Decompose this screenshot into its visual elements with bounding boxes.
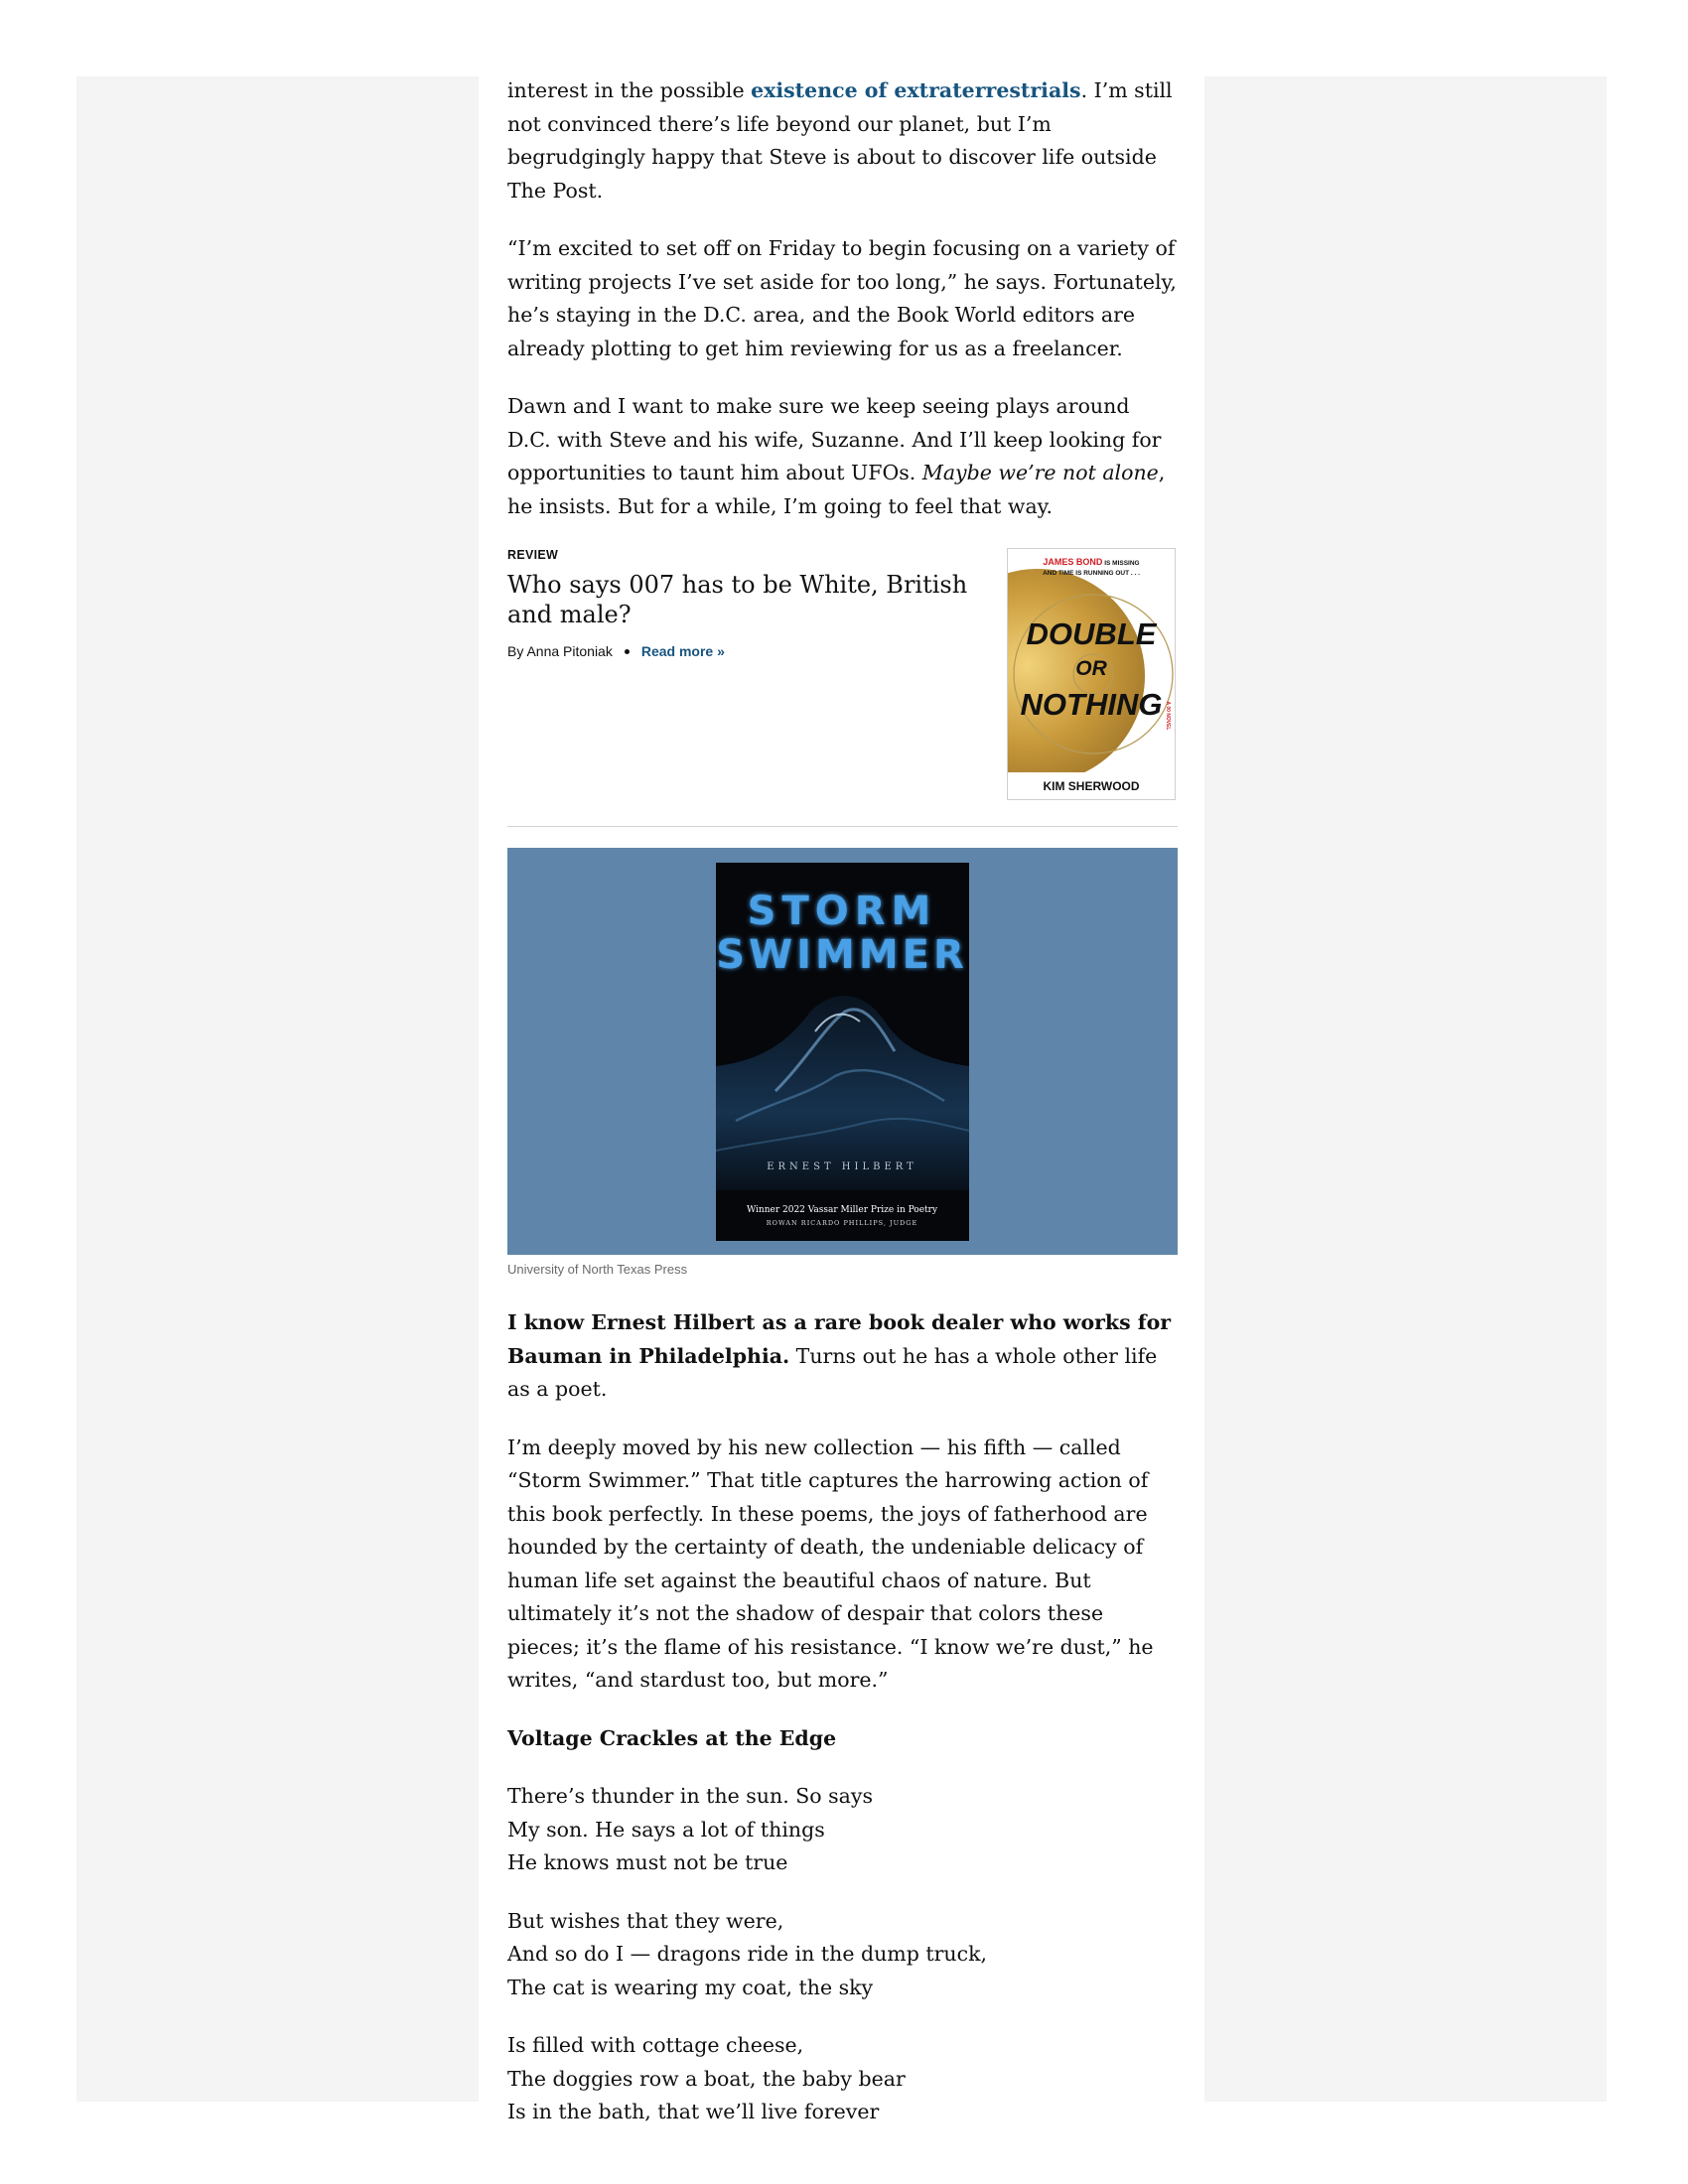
storm-cover-author: ERNEST HILBERT (767, 1161, 917, 1172)
paragraph-writing-projects: “I’m excited to set off on Friday to begin focusing on a variety of writing projects I’ve set aside for too long,” he says. Fortunately, he’s staying in the D.C. area, and the Book World editors are already plotting to get him reviewing for us as a freelancer. (507, 236, 1177, 360)
storm-cover-prize: Winner 2022 Vassar Miller Prize in Poetry (746, 1205, 938, 1215)
poem-title: Voltage Crackles at the Edge (507, 1725, 837, 1750)
photo-caption: University of North Texas Press (507, 1262, 688, 1277)
left-gutter (76, 76, 479, 2102)
related-review-promo (507, 548, 1178, 804)
poem-line: There’s thunder in the sun. So says (507, 1784, 873, 1808)
paragraph-hilbert-intro: I know Ernest Hilbert as a rare book dealer who works for Bauman in Philadelphia. Turns out he has a whole other life as a poet. (507, 1310, 1172, 1401)
storm-swimmer-cover-image[interactable] (716, 863, 969, 1241)
cover-title-nothing: NOTHING (1020, 687, 1163, 722)
storm-cover-judge: ROWAN RICARDO PHILLIPS, JUDGE (766, 1219, 918, 1227)
poem-line: He knows must not be true (507, 1850, 788, 1874)
storm-swimmer-cover-art (716, 863, 969, 1241)
double-or-nothing-cover-image[interactable] (1007, 548, 1176, 800)
poem-stanza (507, 1905, 1178, 2005)
poem-stanza (507, 2029, 1178, 2129)
poem-body (507, 1780, 1178, 2129)
storm-swimmer-photo (507, 848, 1178, 1255)
cover-author: KIM SHERWOOD (1043, 779, 1140, 793)
read-more-link[interactable]: Read more » (640, 643, 725, 659)
cover-tagline-line2: AND TIME IS RUNNING OUT . . . (1043, 570, 1140, 577)
promo-author: By Anna Pitoniak (507, 643, 613, 659)
byline-separator (625, 649, 630, 654)
cover-tagline: JAMES BOND IS MISSING (1043, 557, 1140, 567)
section-divider (507, 826, 1178, 827)
poem-line: My son. He says a lot of things (507, 1817, 825, 1842)
paragraph-collection: I’m deeply moved by his new collection — his fifth — called “Storm Swimmer.” That title captures the harrowing action of this book perfectly. In these poems, the joys of fatherhood are hounded by the certainty of death, the undeniable delicacy of human life set against the beautiful chaos of nature. But ultimately it’s not the shadow of despair that colors these pieces; it’s the flame of his resistance. “I know we’re dust,” he writes, “and stardust too, but more.” (507, 1434, 1154, 1692)
right-gutter (1204, 76, 1607, 2102)
extraterrestrials-link[interactable]: existence of extraterrestrials (751, 78, 1081, 102)
article-column (507, 74, 1178, 2154)
paragraph-extraterrestrials: interest in the possible existence of extraterrestrials. I’m still not convinced there’s life beyond our planet, but I’m begrudgingly happy that Steve is about to discover life outside The Post. (507, 78, 1173, 203)
poem-stanza (507, 1780, 1178, 1880)
cover-spine-text: A 00 NOVEL (1165, 701, 1171, 731)
promo-headline-link[interactable]: Who says 007 has to be White, British and male? (507, 571, 968, 628)
cover-title-or: OR (1075, 657, 1107, 680)
promo-kicker: REVIEW (507, 548, 559, 562)
poem-line: The cat is wearing my coat, the sky (507, 1975, 874, 1999)
poem-line: Is in the bath, that we’ll live forever (507, 2100, 880, 2123)
poem-line: The doggies row a boat, the baby bear (507, 2066, 906, 2091)
cover-title-double: DOUBLE (1026, 616, 1157, 651)
storm-cover-title-line1: STORM (747, 888, 937, 934)
poem-line: And so do I — dragons ride in the dump truck, (507, 1942, 988, 1966)
paragraph-plays: Dawn and I want to make sure we keep seeing plays around D.C. with Steve and his wife, Suzanne. And I’ll keep looking for opportunities to taunt him about UFOs. Maybe we’re not alone, he insists. But for a while, I’m going to feel that way. (507, 394, 1166, 518)
poem-line: Is filled with cottage cheese, (507, 2033, 804, 2057)
storm-cover-title-line2: SWIMMER (716, 932, 968, 978)
cover-art (1008, 549, 1175, 799)
poem-line: But wishes that they were, (507, 1908, 784, 1933)
